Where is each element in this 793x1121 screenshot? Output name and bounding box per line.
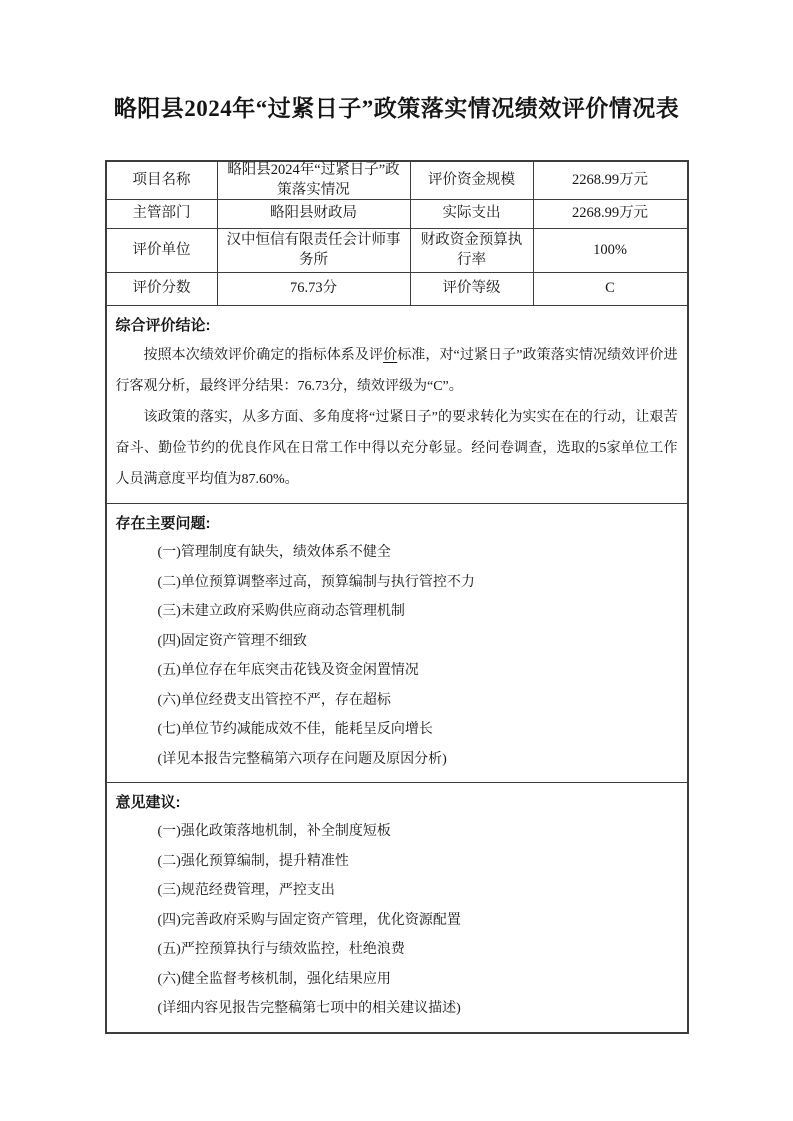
conclusion-paragraph-1-text: 按照本次绩效评价确定的指标体系及评 (143, 348, 384, 363)
actual-expense-value: 2268.99万元 (534, 200, 687, 229)
suggestion-item: (五)严控预算执行与绩效监控，杜绝浪费 (157, 942, 405, 957)
suggestion-item: (三)规范经费管理，严控支出 (157, 883, 335, 898)
evaluator-value: 汉中恒信有限责任会计师事务所 (218, 229, 411, 273)
supervising-dept-label: 主管部门 (107, 200, 218, 229)
project-name-label: 项目名称 (107, 162, 218, 200)
grade-value: C (534, 273, 687, 306)
info-grid (107, 162, 687, 306)
evaluation-table (105, 160, 689, 1034)
budget-execution-rate-value: 100% (534, 229, 687, 273)
suggestion-item: (六)健全监督考核机制，强化结果应用 (157, 971, 391, 987)
problem-item: (二)单位预算调整率过高，预算编制与执行管控不力 (157, 574, 475, 590)
problem-item: (四)固定资产管理不细致 (157, 633, 307, 649)
page-title: 略阳县2024年“过紧日子”政策落实情况绩效评价情况表 (113, 96, 680, 121)
fund-scale-label: 评价资金规模 (411, 162, 534, 200)
suggestions-heading: 意见建议: (115, 794, 181, 811)
problem-item: (六)单位经费支出管控不严，存在超标 (157, 692, 391, 708)
problem-item: (五)单位存在年底突击花钱及资金闲置情况 (157, 663, 419, 678)
suggestion-item: (一)强化政策落地机制，补全制度短板 (157, 824, 391, 839)
score-value: 76.73分 (218, 273, 411, 306)
score-label: 评价分数 (107, 273, 218, 306)
problems-heading: 存在主要问题: (115, 515, 211, 532)
suggestion-item: (四)完善政府采购与固定资产管理，优化资源配置 (157, 912, 461, 928)
project-name-value: 略阳县2024年“过紧日子”政策落实情况 (218, 162, 411, 200)
conclusion-section (107, 306, 687, 504)
grade-label: 评价等级 (411, 273, 534, 306)
problem-item: (一)管理制度有缺失，绩效体系不健全 (157, 545, 391, 560)
evaluator-label: 评价单位 (107, 229, 218, 273)
problems-section (107, 504, 687, 783)
suggestion-item: (二)强化预算编制，提升精准性 (157, 853, 349, 869)
budget-execution-rate-label: 财政资金预算执行率 (411, 229, 534, 273)
suggestions-section (107, 783, 687, 1032)
conclusion-paragraph-2: 该政策的落实，从多方面、多角度将“过紧日子”的要求转化为实实在在的行动，让艰苦奋斗、勤俭节约的优良作风在日常工作中得以充分彰显。经问卷调查，选取的5家单位工作人员满意度平均值为87.60%。 (115, 410, 678, 487)
problems-reference-note: (详见本报告完整稿第六项存在问题及原因分析) (157, 751, 447, 767)
problem-item: (七)单位节约减能成效不佳，能耗呈反向增长 (157, 722, 433, 737)
problem-item: (三)未建立政府采购供应商动态管理机制 (157, 604, 405, 619)
supervising-dept-value: 略阳县财政局 (218, 200, 411, 229)
suggestions-reference-note: (详细内容见报告完整稿第七项中的相关建议描述) (157, 1001, 461, 1016)
conclusion-heading: 综合评价结论: (115, 317, 211, 334)
underlined-character: 价 (383, 348, 398, 363)
conclusion-paragraph-1-rest: 标准，对“过紧日子”政策落实情况绩效评价进行客观分析，最终评分结果：76.73分，绩效评级为“C”。 (115, 348, 678, 394)
fund-scale-value: 2268.99万元 (534, 162, 687, 200)
actual-expense-label: 实际支出 (411, 200, 534, 229)
conclusion-paragraph-1 (116, 340, 678, 402)
